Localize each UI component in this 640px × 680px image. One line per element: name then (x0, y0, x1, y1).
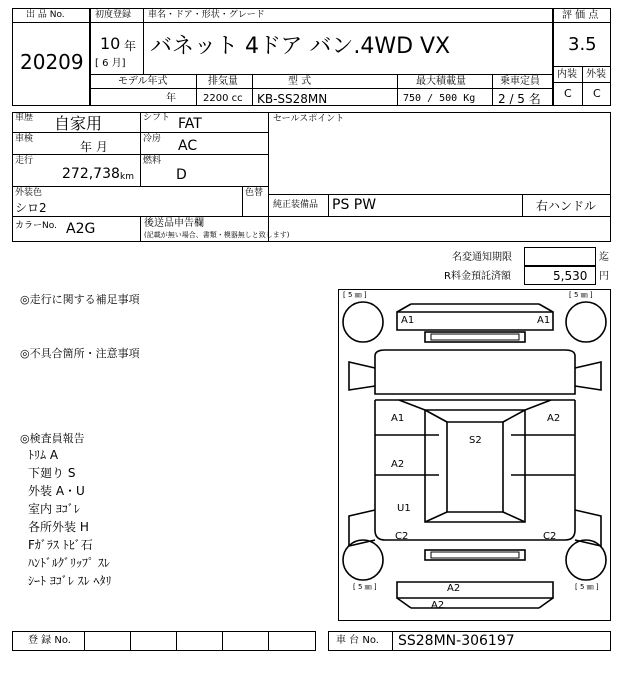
lot-number: 20209 (20, 50, 84, 74)
inspector-line: 各所外装 H (28, 520, 89, 534)
docs-note: (記載が無い場合、書類・模器無しと致します) (144, 231, 290, 239)
chassis-value: SS28MN-306197 (398, 633, 515, 649)
sales-point-label: セールスポイント (273, 114, 345, 124)
exterior-value: C (593, 87, 601, 100)
shift-label: シフト (143, 113, 171, 123)
mark-left-rear-quarter: C2 (395, 531, 409, 542)
recycle-value: 5,530 (553, 269, 588, 283)
inspector-line: ﾄﾘﾑ A (28, 448, 59, 462)
name-change-label: 名変通知期限 (452, 252, 512, 263)
chassis-label: 車 台 No. (336, 635, 379, 646)
inspector-line: ｼｰﾄ ﾖｺﾞﾚ ｽﾚ ﾍﾀﾘ (28, 574, 112, 588)
driving-notes-label: ◎走行に関する補足事項 (20, 293, 140, 306)
mileage-unit: km (120, 172, 134, 182)
grade-value: 3.5 (568, 34, 597, 55)
front-body (375, 350, 575, 394)
shift-value: FAT (178, 116, 202, 132)
model-year-value: 年 (166, 93, 176, 104)
ac-label: 冷房 (143, 134, 162, 144)
lot-label: 出 品 No. (26, 10, 65, 20)
mark-left-rear-u: U1 (397, 503, 411, 514)
type-label: 型 式 (288, 76, 312, 87)
capacity-value: 2 / 5 名 (498, 92, 541, 106)
recycle-label: R料金預託済額 (444, 271, 511, 282)
cabin (425, 410, 525, 522)
fuel-value: D (176, 167, 187, 183)
displacement-value: 2200 cc (203, 93, 243, 104)
history-label: 車歴 (15, 113, 34, 123)
displacement-label: 排気量 (208, 76, 238, 87)
first-reg-year: 10 (100, 34, 121, 53)
model-name: バネット 4ドア バン.4WD VX (150, 34, 451, 59)
first-reg-month: [ 6 月] (95, 58, 126, 69)
mark-right-front-door: A2 (547, 413, 561, 424)
history-value: 自家用 (54, 114, 103, 133)
inspector-line: 下廻り S (28, 466, 76, 480)
car-diagram (338, 289, 611, 621)
max-load-label: 最大積載量 (416, 76, 466, 87)
mileage-value: 272,738 (62, 166, 120, 182)
inspection-value: 年 月 (80, 140, 108, 154)
model-year-label: モデル年式 (118, 76, 168, 87)
tire-rear-right-label: [ 5 ㎜ ] (575, 583, 599, 591)
mileage-label: 走行 (15, 156, 34, 166)
type-value: KB-SS28MN (257, 92, 328, 106)
tire-front-left-label: [ 5 ㎜ ] (343, 291, 367, 299)
docs-label: 後送品申告欄 (144, 218, 204, 229)
exterior-color-label: 外装色 (15, 188, 43, 198)
ac-value: AC (178, 138, 198, 154)
tire-front-right (566, 302, 606, 342)
name-change-unit: 迄 (599, 252, 609, 263)
mark-front-bumper-right: A1 (537, 315, 551, 326)
exterior-color-value: シロ2 (15, 201, 47, 215)
rear-bumper (397, 582, 553, 598)
inspection-label: 車検 (15, 134, 34, 144)
recycle-unit: 円 (599, 271, 609, 282)
first-reg-year-unit: 年 (124, 39, 137, 53)
color-no-value: A2G (66, 221, 96, 237)
mark-left-front-door: A1 (391, 413, 405, 424)
name-change-box (524, 247, 596, 266)
mark-rear-bumper: A2 (447, 583, 461, 594)
interior-label: 内装 (557, 69, 577, 80)
mark-rear-panel: A2 (431, 600, 445, 611)
inspector-line: ﾊﾝﾄﾞﾙｸﾞﾘｯﾌﾟ ｽﾚ (28, 556, 110, 570)
color-change-label: 色替 (245, 188, 264, 198)
steering-value: 右ハンドル (536, 199, 597, 213)
inspector-line: 外装 A・U (28, 484, 85, 498)
inspector-line: Fｶﾞﾗｽ ﾄﾋﾞ石 (28, 538, 93, 552)
tire-front-left (343, 302, 383, 342)
interior-value: C (564, 87, 572, 100)
tire-front-right-label: [ 5 ㎜ ] (569, 291, 593, 299)
mark-right-rear-quarter: C2 (543, 531, 557, 542)
defects-notes-label: ◎不具合箇所・注意事項 (20, 347, 140, 360)
inspector-line: 室内 ﾖｺﾞﾚ (28, 502, 80, 516)
equipment-label: 純正装備品 (273, 200, 319, 210)
front-bumper (397, 312, 553, 330)
max-load-value: 750 / 500 Kg (403, 93, 476, 104)
model-label: 車名・ドア・形状・グレード (148, 10, 265, 20)
equipment-value: PS PW (332, 197, 377, 213)
capacity-label: 乗車定員 (500, 76, 540, 87)
mark-roof: S2 (469, 435, 482, 446)
first-reg-label: 初度登録 (95, 10, 132, 20)
tire-rear-left-label: [ 5 ㎜ ] (353, 583, 377, 591)
grade-label: 評 価 点 (562, 10, 599, 21)
reg-no-label: 登 録 No. (28, 635, 71, 646)
exterior-label: 外装 (586, 69, 606, 80)
color-no-label: カラーNo. (15, 221, 57, 231)
inspector-report-label: ◎検査員報告 (20, 432, 85, 445)
mark-front-bumper-left: A1 (401, 315, 415, 326)
fuel-label: 燃料 (143, 156, 162, 166)
mark-left-rear-side: A2 (391, 459, 405, 470)
